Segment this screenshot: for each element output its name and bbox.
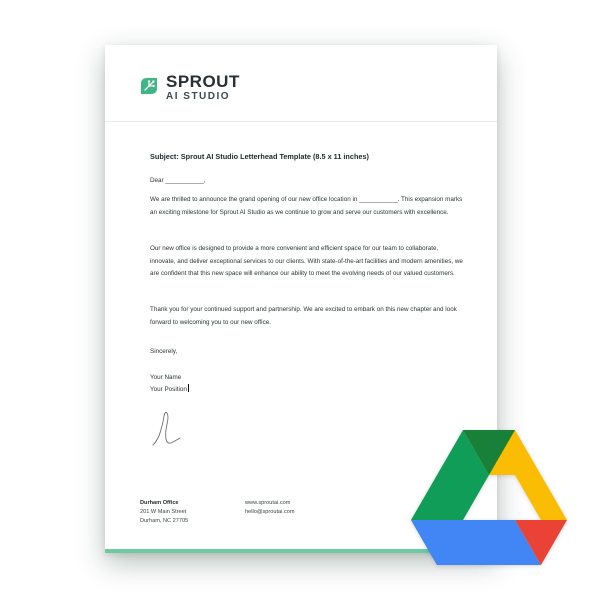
email-link[interactable]: hello@sproutai.com: [245, 509, 295, 515]
footer-office: [140, 499, 188, 526]
brand-name: SPROUT: [166, 72, 240, 91]
office-title: Durham Office: [140, 500, 179, 506]
signer-position: Your Position: [150, 386, 187, 393]
text-cursor: [188, 384, 189, 392]
letter-paragraph-3[interactable]: Thank you for your continued support and partnership. We are excited to embark on this new chapter and look forward to welcoming you to our new office.: [150, 306, 457, 326]
letter-subject: Subject: Sprout AI Studio Letterhead Template (8.5 x 11 inches): [150, 152, 369, 161]
letter-paragraph-2[interactable]: Our new office is designed to provide a more convenient and efficient space for our team to collaborate, innovate, and deliver exceptional services to our clients. With state-of-the-art facilities and modern amenities, we are confident that this new space will enhance our ability to meet the evolving needs of our valued customers.: [150, 245, 463, 277]
google-drive-icon: [411, 425, 567, 565]
address-line-2: Durham, NC 27705: [140, 518, 189, 524]
letterhead-header: [105, 45, 497, 122]
brand-logo: [166, 73, 240, 102]
brand-subtitle: AI STUDIO: [166, 91, 231, 102]
letter-paragraph-1[interactable]: We are thrilled to announce the grand opening of our new office location in ___________. This expansion marks an exciting milestone for Sprout AI Studio as we continue to grow and serve our customers with excellence.: [150, 196, 463, 216]
footer-contact: [245, 499, 295, 517]
sprout-logo-icon: [138, 75, 160, 97]
signer-position-line[interactable]: [150, 384, 465, 397]
signature-icon: [150, 409, 184, 447]
letter-closing[interactable]: Sincerely,: [150, 348, 178, 355]
address-line-1: 201 W Main Street: [140, 509, 187, 515]
website-link[interactable]: www.sproutai.com: [245, 500, 291, 506]
signer-name[interactable]: Your Name: [150, 374, 182, 381]
letter-salutation[interactable]: Dear ___________,: [150, 177, 206, 184]
